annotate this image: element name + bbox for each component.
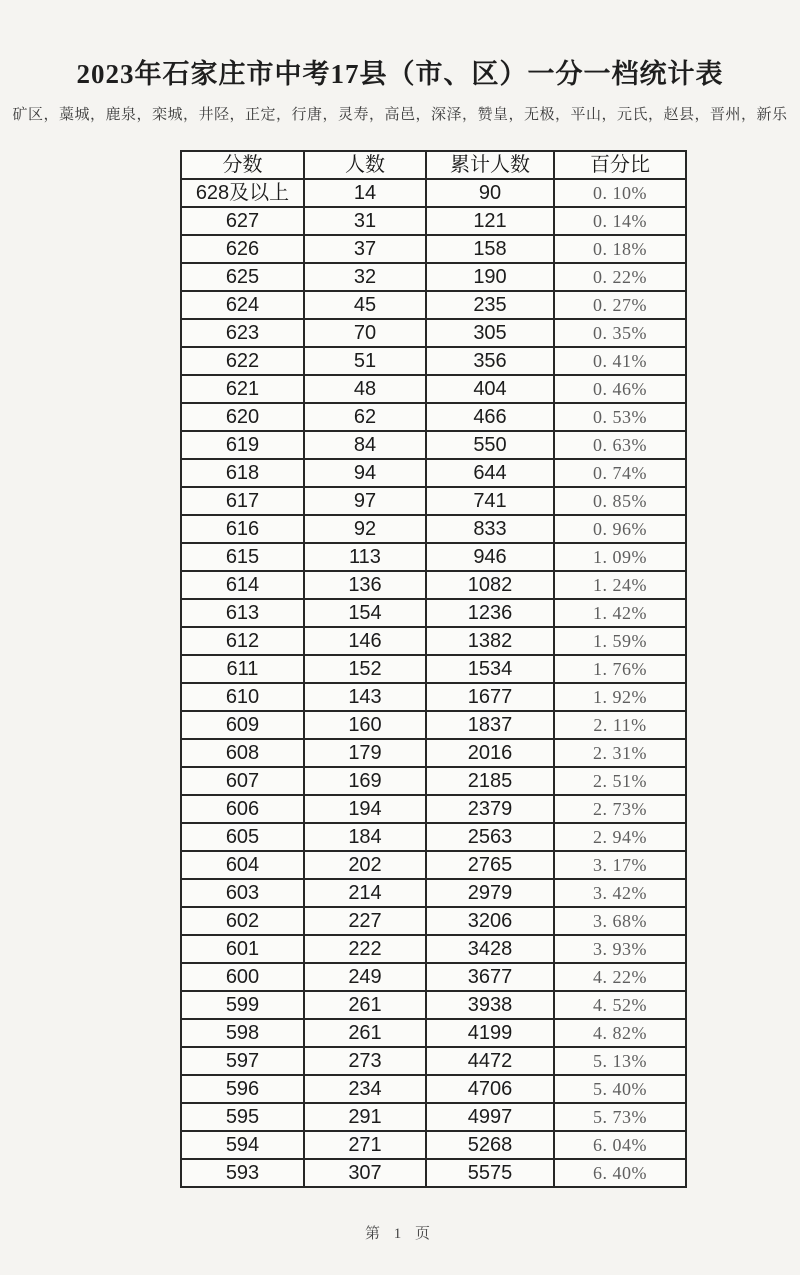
percent-cell: 0. 85% xyxy=(554,487,686,515)
score-cell: 608 xyxy=(181,739,304,767)
table-row xyxy=(181,683,686,711)
score-cell: 601 xyxy=(181,935,304,963)
cumulative-cell: 946 xyxy=(426,543,554,571)
table-header-row xyxy=(181,151,686,179)
score-cell: 613 xyxy=(181,599,304,627)
count-cell: 169 xyxy=(304,767,426,795)
count-cell: 194 xyxy=(304,795,426,823)
table-row xyxy=(181,851,686,879)
table-row xyxy=(181,627,686,655)
count-cell: 37 xyxy=(304,235,426,263)
count-cell: 214 xyxy=(304,879,426,907)
table-row xyxy=(181,655,686,683)
table-row xyxy=(181,571,686,599)
cumulative-cell: 466 xyxy=(426,403,554,431)
cumulative-cell: 235 xyxy=(426,291,554,319)
count-cell: 146 xyxy=(304,627,426,655)
percent-cell: 1. 24% xyxy=(554,571,686,599)
percent-cell: 2. 94% xyxy=(554,823,686,851)
count-cell: 249 xyxy=(304,963,426,991)
count-cell: 94 xyxy=(304,459,426,487)
count-cell: 154 xyxy=(304,599,426,627)
count-cell: 261 xyxy=(304,1019,426,1047)
page-number: 第 1 页 xyxy=(364,1226,435,1242)
count-cell: 97 xyxy=(304,487,426,515)
percent-cell: 5. 13% xyxy=(554,1047,686,1075)
table-row xyxy=(181,375,686,403)
cumulative-cell: 644 xyxy=(426,459,554,487)
count-cell: 227 xyxy=(304,907,426,935)
score-cell: 606 xyxy=(181,795,304,823)
score-cell: 621 xyxy=(181,375,304,403)
page-title: 2023年石家庄市中考17县（市、区）一分一档统计表 xyxy=(76,59,724,89)
table-row xyxy=(181,599,686,627)
count-cell: 202 xyxy=(304,851,426,879)
cumulative-cell: 2563 xyxy=(426,823,554,851)
percent-cell: 2. 73% xyxy=(554,795,686,823)
cumulative-cell: 3938 xyxy=(426,991,554,1019)
cumulative-cell: 158 xyxy=(426,235,554,263)
table-row xyxy=(181,1103,686,1131)
percent-cell: 0. 27% xyxy=(554,291,686,319)
score-cell: 602 xyxy=(181,907,304,935)
score-cell: 616 xyxy=(181,515,304,543)
percent-cell: 3. 17% xyxy=(554,851,686,879)
cumulative-header: 累计人数 xyxy=(426,151,554,179)
score-cell: 605 xyxy=(181,823,304,851)
percent-cell: 6. 04% xyxy=(554,1131,686,1159)
percent-cell: 0. 96% xyxy=(554,515,686,543)
count-cell: 261 xyxy=(304,991,426,1019)
table-row xyxy=(181,935,686,963)
count-cell: 273 xyxy=(304,1047,426,1075)
count-cell: 92 xyxy=(304,515,426,543)
count-cell: 307 xyxy=(304,1159,426,1187)
score-cell: 610 xyxy=(181,683,304,711)
cumulative-cell: 3677 xyxy=(426,963,554,991)
score-cell: 604 xyxy=(181,851,304,879)
percent-cell: 3. 68% xyxy=(554,907,686,935)
count-cell: 32 xyxy=(304,263,426,291)
score-cell: 596 xyxy=(181,1075,304,1103)
count-cell: 234 xyxy=(304,1075,426,1103)
percent-cell: 1. 09% xyxy=(554,543,686,571)
score-cell: 617 xyxy=(181,487,304,515)
score-cell: 614 xyxy=(181,571,304,599)
score-cell: 620 xyxy=(181,403,304,431)
cumulative-cell: 4706 xyxy=(426,1075,554,1103)
cumulative-cell: 2979 xyxy=(426,879,554,907)
score-cell: 595 xyxy=(181,1103,304,1131)
count-cell: 31 xyxy=(304,207,426,235)
table-row xyxy=(181,291,686,319)
table-row xyxy=(181,515,686,543)
count-cell: 143 xyxy=(304,683,426,711)
table-row xyxy=(181,235,686,263)
cumulative-cell: 1534 xyxy=(426,655,554,683)
cumulative-cell: 2379 xyxy=(426,795,554,823)
table-row xyxy=(181,179,686,207)
percent-header: 百分比 xyxy=(554,151,686,179)
table-row xyxy=(181,907,686,935)
score-cell: 609 xyxy=(181,711,304,739)
percent-cell: 0. 10% xyxy=(554,179,686,207)
table-row xyxy=(181,1131,686,1159)
table-row xyxy=(181,711,686,739)
cumulative-cell: 1082 xyxy=(426,571,554,599)
percent-cell: 0. 35% xyxy=(554,319,686,347)
cumulative-cell: 1236 xyxy=(426,599,554,627)
percent-cell: 2. 31% xyxy=(554,739,686,767)
score-cell: 627 xyxy=(181,207,304,235)
cumulative-cell: 1677 xyxy=(426,683,554,711)
score-cell: 612 xyxy=(181,627,304,655)
percent-cell: 1. 59% xyxy=(554,627,686,655)
score-cell: 625 xyxy=(181,263,304,291)
county-list: 矿区，藁城，鹿泉，栾城，井陉，正定，行唐，灵寿，高邑，深泽，赞皇，无极，平山，元氏，赵县，晋州，新乐 xyxy=(12,107,788,123)
cumulative-cell: 2765 xyxy=(426,851,554,879)
percent-cell: 5. 73% xyxy=(554,1103,686,1131)
percent-cell: 0. 14% xyxy=(554,207,686,235)
cumulative-cell: 190 xyxy=(426,263,554,291)
cumulative-cell: 550 xyxy=(426,431,554,459)
count-cell: 70 xyxy=(304,319,426,347)
count-cell: 184 xyxy=(304,823,426,851)
count-cell: 160 xyxy=(304,711,426,739)
count-cell: 51 xyxy=(304,347,426,375)
score-cell: 623 xyxy=(181,319,304,347)
cumulative-cell: 741 xyxy=(426,487,554,515)
score-cell: 628及以上 xyxy=(181,179,304,207)
table-row xyxy=(181,879,686,907)
score-cell: 597 xyxy=(181,1047,304,1075)
table-row xyxy=(181,487,686,515)
percent-cell: 2. 51% xyxy=(554,767,686,795)
score-cell: 619 xyxy=(181,431,304,459)
table-row xyxy=(181,403,686,431)
table-row xyxy=(181,347,686,375)
cumulative-cell: 2185 xyxy=(426,767,554,795)
table-row xyxy=(181,1159,686,1187)
table-row xyxy=(181,1019,686,1047)
table-row xyxy=(181,963,686,991)
count-cell: 152 xyxy=(304,655,426,683)
score-cell: 598 xyxy=(181,1019,304,1047)
table-row xyxy=(181,823,686,851)
table-row xyxy=(181,795,686,823)
count-header: 人数 xyxy=(304,151,426,179)
table-row xyxy=(181,767,686,795)
score-cell: 607 xyxy=(181,767,304,795)
table-row xyxy=(181,739,686,767)
score-distribution-table xyxy=(180,150,687,1188)
count-cell: 48 xyxy=(304,375,426,403)
percent-cell: 1. 76% xyxy=(554,655,686,683)
percent-cell: 1. 42% xyxy=(554,599,686,627)
percent-cell: 0. 41% xyxy=(554,347,686,375)
score-cell: 600 xyxy=(181,963,304,991)
count-cell: 14 xyxy=(304,179,426,207)
score-cell: 622 xyxy=(181,347,304,375)
percent-cell: 4. 82% xyxy=(554,1019,686,1047)
cumulative-cell: 356 xyxy=(426,347,554,375)
table-row xyxy=(181,319,686,347)
percent-cell: 4. 22% xyxy=(554,963,686,991)
table-row xyxy=(181,1047,686,1075)
percent-cell: 4. 52% xyxy=(554,991,686,1019)
cumulative-cell: 3206 xyxy=(426,907,554,935)
percent-cell: 6. 40% xyxy=(554,1159,686,1187)
cumulative-cell: 4199 xyxy=(426,1019,554,1047)
cumulative-cell: 2016 xyxy=(426,739,554,767)
percent-cell: 0. 22% xyxy=(554,263,686,291)
score-cell: 611 xyxy=(181,655,304,683)
score-cell: 626 xyxy=(181,235,304,263)
count-cell: 136 xyxy=(304,571,426,599)
cumulative-cell: 121 xyxy=(426,207,554,235)
score-cell: 603 xyxy=(181,879,304,907)
table-row xyxy=(181,543,686,571)
percent-cell: 0. 53% xyxy=(554,403,686,431)
table-row xyxy=(181,263,686,291)
cumulative-cell: 404 xyxy=(426,375,554,403)
percent-cell: 3. 93% xyxy=(554,935,686,963)
score-cell: 615 xyxy=(181,543,304,571)
score-cell: 593 xyxy=(181,1159,304,1187)
cumulative-cell: 5268 xyxy=(426,1131,554,1159)
count-cell: 179 xyxy=(304,739,426,767)
percent-cell: 5. 40% xyxy=(554,1075,686,1103)
percent-cell: 1. 92% xyxy=(554,683,686,711)
score-header: 分数 xyxy=(181,151,304,179)
table-row xyxy=(181,431,686,459)
score-cell: 594 xyxy=(181,1131,304,1159)
table-row xyxy=(181,1075,686,1103)
cumulative-cell: 90 xyxy=(426,179,554,207)
table-row xyxy=(181,207,686,235)
percent-cell: 0. 63% xyxy=(554,431,686,459)
percent-cell: 2. 11% xyxy=(554,711,686,739)
score-cell: 599 xyxy=(181,991,304,1019)
score-cell: 618 xyxy=(181,459,304,487)
table-row xyxy=(181,991,686,1019)
percent-cell: 3. 42% xyxy=(554,879,686,907)
percent-cell: 0. 18% xyxy=(554,235,686,263)
count-cell: 222 xyxy=(304,935,426,963)
cumulative-cell: 305 xyxy=(426,319,554,347)
table-body xyxy=(181,179,686,1187)
score-cell: 624 xyxy=(181,291,304,319)
count-cell: 84 xyxy=(304,431,426,459)
cumulative-cell: 5575 xyxy=(426,1159,554,1187)
cumulative-cell: 1837 xyxy=(426,711,554,739)
table-row xyxy=(181,459,686,487)
cumulative-cell: 3428 xyxy=(426,935,554,963)
count-cell: 271 xyxy=(304,1131,426,1159)
count-cell: 45 xyxy=(304,291,426,319)
count-cell: 291 xyxy=(304,1103,426,1131)
count-cell: 113 xyxy=(304,543,426,571)
percent-cell: 0. 74% xyxy=(554,459,686,487)
cumulative-cell: 4997 xyxy=(426,1103,554,1131)
percent-cell: 0. 46% xyxy=(554,375,686,403)
cumulative-cell: 4472 xyxy=(426,1047,554,1075)
cumulative-cell: 833 xyxy=(426,515,554,543)
cumulative-cell: 1382 xyxy=(426,627,554,655)
count-cell: 62 xyxy=(304,403,426,431)
